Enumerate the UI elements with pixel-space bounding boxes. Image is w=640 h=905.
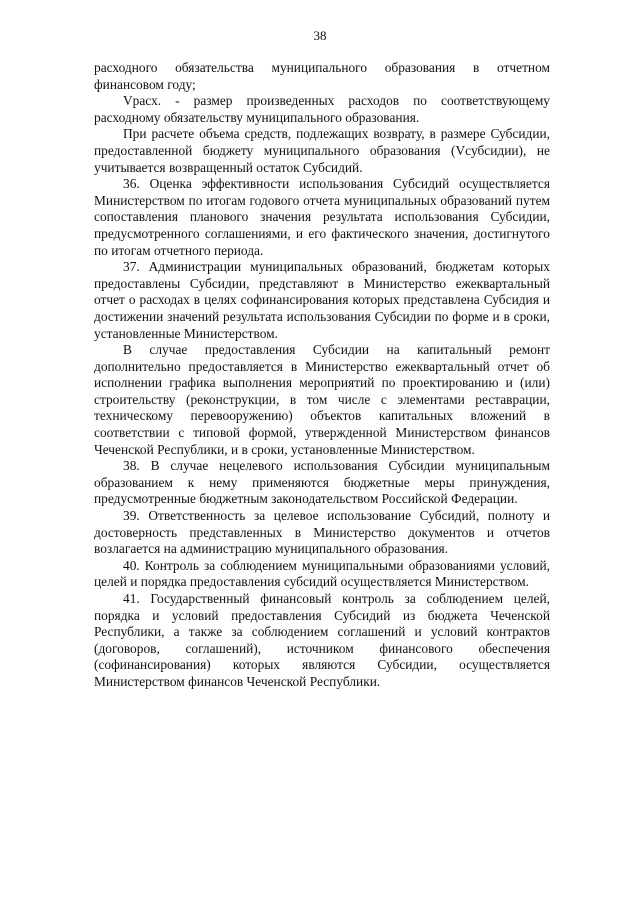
- paragraph-continuation: расходного обязательства муниципального образования в отчетном финансовом году;: [94, 60, 550, 92]
- paragraph-return-calculation: При расчете объема средств, подлежащих возврату, в размере Субсидии, предоставленной бюджету муниципального образования (Vсубсидии), не учитывается возвращенный остаток Субсидий.: [94, 126, 550, 175]
- page-number: 38: [313, 28, 327, 43]
- paragraph-38: 38. В случае нецелевого использования Субсидии муниципальным образованием к нему применяются бюджетные меры принуждения, предусмотренные бюджетным законодательством Российской Федерации.: [94, 458, 550, 507]
- document-body: [94, 60, 550, 691]
- paragraph-39: 39. Ответственность за целевое использование Субсидий, полноту и достоверность представленных в Министерство документов и отчетов возлагается на администрацию муниципального образования.: [94, 508, 550, 557]
- paragraph-41: 41. Государственный финансовый контроль за соблюдением целей, порядка и условий предоставления Субсидий из бюджета Чеченской Республики, а также за соблюдением соглашений и условий контрактов (договоров, соглашений), источником финансового обеспечения (софинансирования) которых являются Субсидии, осуществляется Министерством финансов Чеченской Республики.: [94, 591, 550, 689]
- paragraph-vrash-definition: Vрасх. - размер произведенных расходов по соответствующему расходному обязательству муниципального образования.: [94, 93, 550, 125]
- paragraph-40: 40. Контроль за соблюдением муниципальными образованиями условий, целей и порядка предоставления субсидий осуществляется Министерством.: [94, 557, 550, 590]
- paragraph-37: 37. Администрации муниципальных образований, бюджетам которых предоставлены Субсидии, представляют в Министерство ежеквартальный отчет о расходах в целях софинансирования которых представлена Субсидия и достижении значений результата использования Субсидии по форме и в сроки, установленные Министерством.: [94, 259, 550, 341]
- paragraph-36: 36. Оценка эффективности использования Субсидий осуществляется Министерством по итогам годового отчета муниципальных образований путем сопоставления планового значения результата использования Субсидии, предусмотренного соглашениями, и его фактического значения, достигнутого по итогам отчетного периода.: [94, 176, 550, 258]
- paragraph-capital-repair: В случае предоставления Субсидии на капитальный ремонт дополнительно предоставляется в Министерство ежеквартальный отчет об исполнении графика выполнения мероприятий по проектированию и (или) строительству (реконструкции, в том числе с элементами реставрации, техническому перевооружению) объектов капитальных вложений в соответствии с типовой формой, утвержденной Министерством финансов Чеченской Республики, и в сроки, установленные Министерством.: [94, 342, 550, 457]
